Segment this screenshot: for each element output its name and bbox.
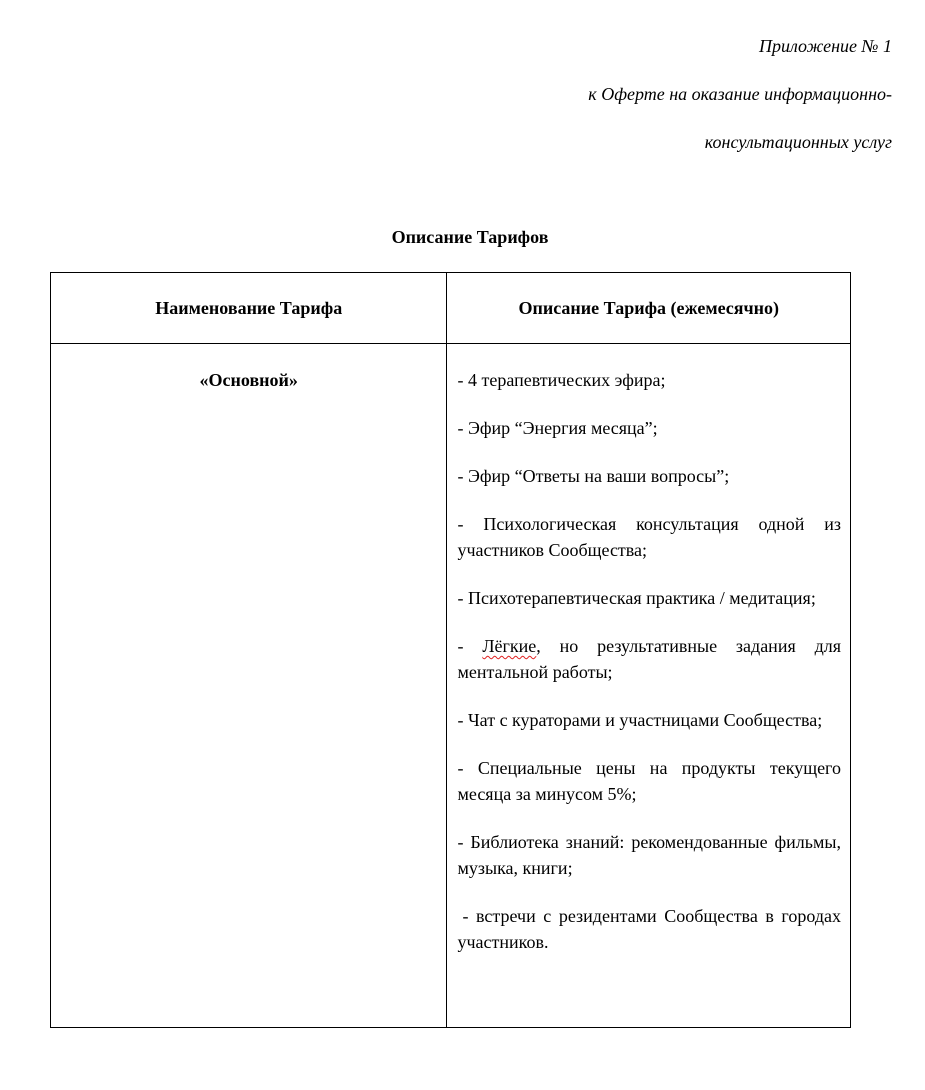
annex-reference: к Оферте на оказание информационно-: [588, 84, 892, 104]
tariff-name: «Основной»: [199, 370, 298, 390]
tariff-name-cell: [51, 344, 447, 1028]
feature-item: - Психологическая консультация одной из участников Сообщества;: [457, 514, 841, 560]
feature-item: - Специальные цены на продукты текущего месяца за минусом 5%;: [457, 758, 841, 804]
tariff-description-cell: [447, 344, 851, 1028]
header-tariff-description: Описание Тарифа (ежемесячно): [447, 273, 851, 344]
feature-prefix: -: [457, 636, 483, 656]
document-title: Описание Тарифов: [391, 227, 549, 247]
table-row: [51, 344, 851, 1028]
feature-item: - 4 терапевтических эфира;: [457, 370, 666, 390]
feature-item: - Чат с кураторами и участницами Сообщества;: [457, 710, 823, 730]
tariff-table: [50, 272, 851, 1028]
table-header-row: [51, 273, 851, 344]
feature-item: - Эфир “Энергия месяца”;: [457, 418, 658, 438]
annex-number: Приложение № 1: [758, 36, 892, 56]
feature-item: [457, 633, 841, 685]
feature-item: - Библиотека знаний: рекомендованные фильмы, музыка, книги;: [457, 832, 841, 878]
spellcheck-flagged-word: Лёгкие: [482, 636, 537, 656]
feature-item: - Эфир “Ответы на ваши вопросы”;: [457, 466, 730, 486]
header-tariff-name: Наименование Тарифа: [51, 273, 447, 344]
annex-reference-continued: консультационных услуг: [704, 132, 892, 152]
feature-item: - Психотерапевтическая практика / медитация;: [457, 588, 816, 608]
feature-item: - встречи с резидентами Сообщества в городах участников.: [457, 906, 841, 952]
feature-text: , но результативные задания для ментальной работы;: [457, 636, 841, 682]
